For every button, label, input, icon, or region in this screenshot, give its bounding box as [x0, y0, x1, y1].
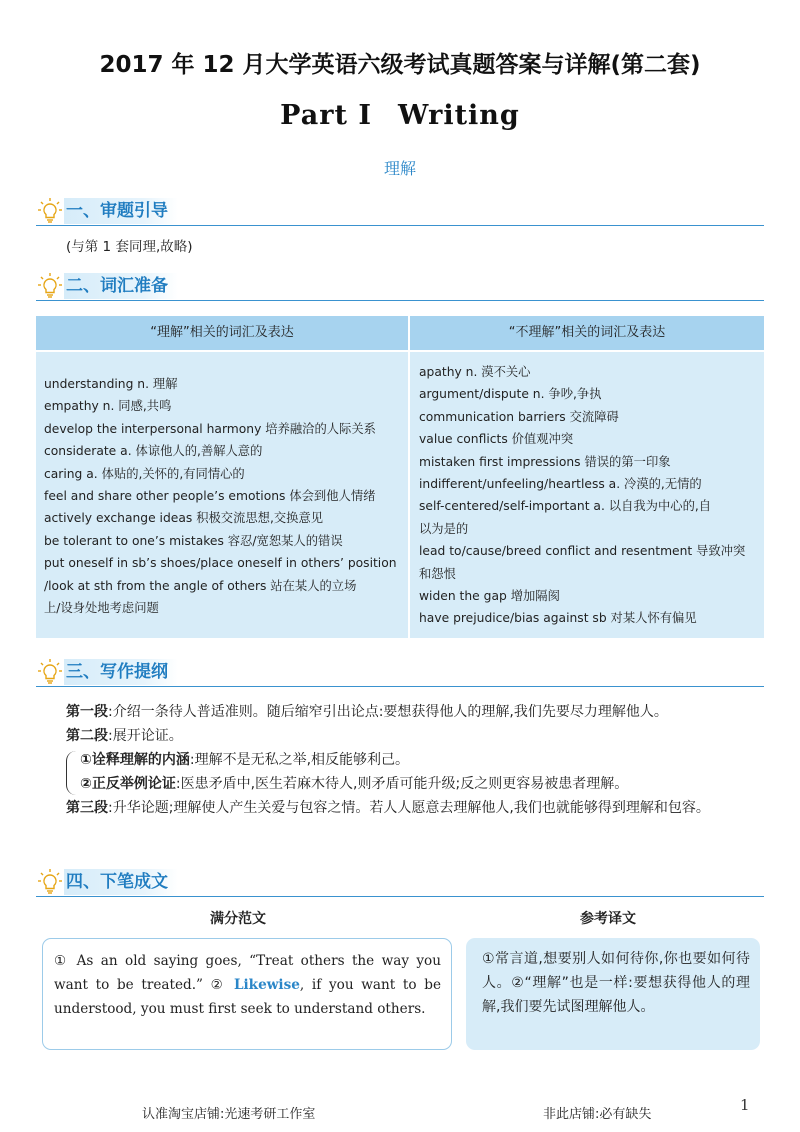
- list-item: /look at sth from the angle of others 站在某人的立场: [44, 578, 357, 593]
- section-title: 四、下笔成文: [64, 869, 178, 895]
- part-label: Part I: [280, 100, 372, 131]
- list-item: 和怨恨: [419, 566, 456, 581]
- list-item: self-centered/self-important a. 以自我为中心的,自: [419, 499, 712, 514]
- essay-text: ① As an old saying goes, “Treat others the way you want to be treated.” ②: [54, 953, 441, 993]
- sub-point-1: [80, 748, 766, 772]
- model-essay-header: 满分范文: [210, 911, 266, 927]
- list-item: communication barriers 交流障碍: [419, 409, 619, 424]
- outline-paragraph-1: [36, 700, 766, 724]
- list-item: 以为是的: [419, 521, 469, 536]
- outline-paragraph-3: [36, 796, 766, 820]
- essay-topic: 理解: [383, 159, 416, 178]
- lightbulb-icon: [36, 867, 64, 895]
- part-name: Writing: [397, 100, 520, 131]
- list-item: caring a. 体贴的,关怀的,有同情心的: [44, 466, 245, 481]
- list-item: argument/dispute n. 争吵,争执: [419, 387, 602, 402]
- list-item: understanding n. 理解: [44, 377, 178, 391]
- page-number: 1: [740, 1096, 750, 1114]
- outline-text: :展开论证。: [108, 728, 183, 744]
- outline-text: :介绍一条待人普适准则。随后缩窄引出论点:要想获得他人的理解,我们先要尽力理解他人。: [108, 704, 668, 720]
- outline-text: :升华论题;理解使人产生关爱与包容之情。若人人愿意去理解他人,我们也就能够得到理解和包容。: [108, 800, 710, 816]
- sub-point-text: :医患矛盾中,医生若麻木待人,则矛盾可能升级;反之则更容易被患者理解。: [175, 776, 629, 792]
- lightbulb-icon: [36, 657, 64, 685]
- vocab-list-understanding: [44, 373, 404, 619]
- section-title: 三、写作提纲: [64, 659, 178, 685]
- list-item: have prejudice/bias against sb 对某人怀有偏见: [419, 611, 697, 626]
- list-item: mistaken first impressions 错误的第一印象: [419, 454, 671, 469]
- footer-right: 非此店铺:必有缺失: [543, 1107, 652, 1122]
- section-title: 二、词汇准备: [64, 273, 178, 299]
- section-heading-review: [36, 196, 764, 226]
- list-item: put oneself in sb’s shoes/place oneself in others’ position: [44, 556, 397, 571]
- vocab-table: [36, 316, 764, 638]
- model-essay-box: [42, 938, 452, 1050]
- outline-label: 第三段: [66, 800, 108, 816]
- list-item: empathy n. 同感,共鸣: [44, 399, 172, 414]
- list-item: feel and share other people’s emotions 体会到他人情绪: [44, 489, 376, 504]
- section-heading-writing: [36, 867, 764, 897]
- outline-label: 第二段: [66, 728, 108, 744]
- translation-header: 参考译文: [580, 911, 636, 927]
- part-title: [0, 100, 800, 131]
- sub-point-label: ①诠释理解的内涵: [80, 752, 190, 768]
- essay-text: , if you want to be understood, you must first seek to understand others.: [54, 977, 442, 1017]
- document-title: 2017 年 12 月大学英语六级考试真题答案与详解(第二套): [99, 52, 701, 78]
- sub-point-2: [80, 772, 766, 796]
- writing-outline: [36, 700, 766, 820]
- outline-sub-points: [36, 748, 766, 796]
- list-item: 上/设身处地考虑问题: [44, 601, 159, 616]
- vocab-header-understanding: “理解”相关的词汇及表达: [36, 316, 408, 350]
- row-divider: [36, 350, 764, 352]
- translation-text: ①常言道,想要别人如何待你,你也要如何待人。②“理解”也是一样:要想获得他人的理解,我们要先试图理解他人。: [482, 951, 750, 1015]
- section-note: (与第 1 套同理,故略): [66, 239, 193, 255]
- list-item: value conflicts 价值观冲突: [419, 432, 574, 447]
- column-divider: [408, 316, 410, 638]
- translation-box: [466, 938, 760, 1050]
- sub-point-label: ②正反举例论证: [80, 776, 176, 792]
- list-item: actively exchange ideas 积极交流思想,交换意见: [44, 511, 324, 526]
- footer-left: 认准淘宝店铺:光速考研工作室: [142, 1107, 316, 1122]
- list-item: develop the interpersonal harmony 培养融洽的人际关系: [44, 421, 376, 436]
- outline-paragraph-2: [36, 724, 766, 748]
- section-heading-vocab: [36, 271, 764, 301]
- section-heading-outline: [36, 657, 764, 687]
- vocab-header-not-understanding: “不理解”相关的词汇及表达: [410, 316, 764, 350]
- list-item: lead to/cause/breed conflict and resentment 导致冲突: [419, 544, 746, 559]
- list-item: widen the gap 增加隔阂: [419, 589, 560, 604]
- outline-label: 第一段: [66, 704, 108, 720]
- essay-highlight-word: Likewise: [233, 977, 300, 993]
- brace: [66, 751, 76, 795]
- list-item: considerate a. 体谅他人的,善解人意的: [44, 444, 263, 459]
- list-item: be tolerant to one’s mistakes 容忍/宽恕某人的错误: [44, 533, 343, 548]
- list-item: apathy n. 漠不关心: [419, 365, 531, 379]
- list-item: indifferent/unfeeling/heartless a. 冷漠的,无情的: [419, 477, 702, 492]
- lightbulb-icon: [36, 271, 64, 299]
- sub-point-text: :理解不是无私之举,相反能够利己。: [189, 752, 410, 768]
- vocab-list-not-understanding: [419, 361, 759, 630]
- lightbulb-icon: [36, 196, 64, 224]
- section-title: 一、审题引导: [64, 198, 178, 224]
